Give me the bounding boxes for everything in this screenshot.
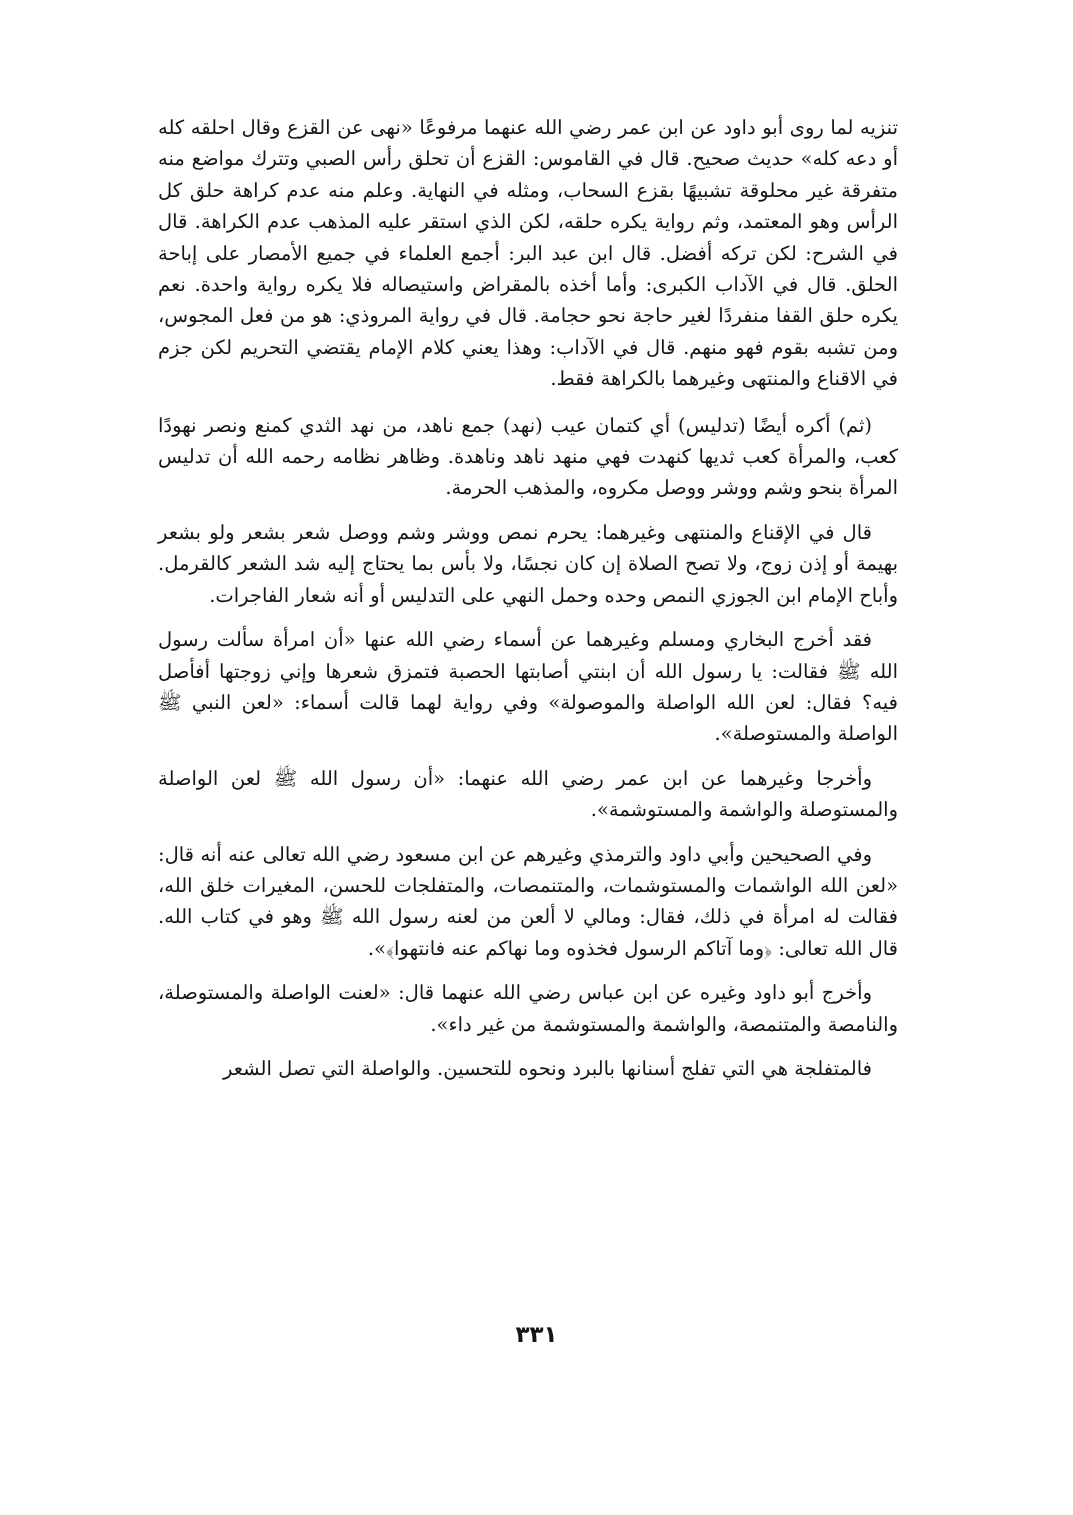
paragraph-mutafallija-definition: فالمتفلجة هي التي تفلج أسنانها بالبرد ونحوه للتحسين. والواصلة التي تصل الشعر [222,1056,872,1080]
paragraph-ibn-umar-hadith: وأخرجا وغيرهما عن ابن عمر رضي الله عنهما: «أن رسول الله ﷺ لعن الواصلة والمستوصلة والواشمة والمستوشمة». [158,766,898,822]
paragraph-qaza-shaving: تنزيه لما روى أبو داود عن ابن عمر رضي الله عنهما مرفوعًا «نهى عن القزع وقال احلقه كله أو دعه كله» حديث صحيح. قال في القاموس: القزع أن تحلق رأس الصبي وتترك مواضع منه متفرقة غير محلوقة تشبيهًا بقزع السحاب، ومثله في النهاية. وعلم منه عدم كراهة حلق كل الرأس وهو المعتمد، وثم رواية يكره حلقه، لكن الذي استقر عليه المذهب عدم الكراهة. قال في الشرح: لكن تركه أفضل. قال ابن عبد البر: أجمع العلماء في جميع الأمصار على إباحة الحلق. قال في الآداب الكبرى: وأما أخذه بالمقراض واستيصاله فلا يكره رواية واحدة. نعم يكره حلق القفا منفردًا لغير حاجة نحو حجامة. قال في رواية المروذي: هو من فعل المجوس، ومن تشبه بقوم فهو منهم. قال في الآداب: وهذا يعني كلام الإمام يقتضي التحريم لكن جزم في الاقناع والمنتهى وغيرهما بالكراهة فقط. [158,116,898,391]
paragraph-iqna-ruling: قال في الإقناع والمنتهى وغيرهما: يحرم نمص ووشر وشم ووصل شعر بشعر ولو بشعر بهيمة أو إذن زوج، ولا تصح الصلاة إن كان نجسًا، ولا بأس بما يحتاج إليه شد الشعر كالقرمل. وأباح الإمام ابن الجوزي النمص وحده وحمل النهي على التدليس أو أنه شعار الفاجرات. [158,520,898,607]
paragraph-ibn-masud-hadith: وفي الصحيحين وأبي داود والترمذي وغيرهم عن ابن مسعود رضي الله تعالى عنه أنه قال: «لعن الله الواشمات والمستوشمات، والمتنمصات، والمتفلجات للحسن، المغيرات خلق الله، فقالت له امرأة في ذلك، فقال: ومالي لا ألعن من لعنه رسول الله ﷺ وهو في كتاب الله. قال الله تعالى: ﴿وما آتاكم الرسول فخذوه وما نهاكم عنه فانتهوا﴾». [158,842,899,960]
paragraph-ibn-abbas-hadith: وأخرج أبو داود وغيره عن ابن عباس رضي الله عنهما قال: «لعنت الواصلة والمستوصلة، والنامصة والمتنمصة، والواشمة والمستوشمة من غير داء». [158,981,898,1036]
page-body [158,112,898,1097]
page-number: ٣٣١ [515,1322,558,1348]
paragraph-asma-hadith: فقد أخرج البخاري ومسلم وغيرهما عن أسماء رضي الله عنها «أن امرأة سألت رسول الله ﷺ فقالت: يا رسول الله أن ابنتي أصابتها الحصبة فتمزق شعرها وإني زوجتها أفأصل فيه؟ فقال: لعن الله الواصلة والموصولة» وفي رواية لهما قالت أسماء: «لعن النبي ﷺ الواصلة والمستوصلة». [158,628,898,746]
paragraph-tadlis-nahd: (ثم) أكره أيضًا (تدليس) أي كتمان عيب (نهد) جمع ناهد، من نهد الثدي كمنع ونصر نهودًا كعب، والمرأة كعب ثديها كنهدت فهي منهد ناهد وناهدة. وظاهر نظامه رحمه الله أن تدليس المرأة بنحو وشم ووشر ووصل مكروه، والمذهب الحرمة. [158,413,898,500]
